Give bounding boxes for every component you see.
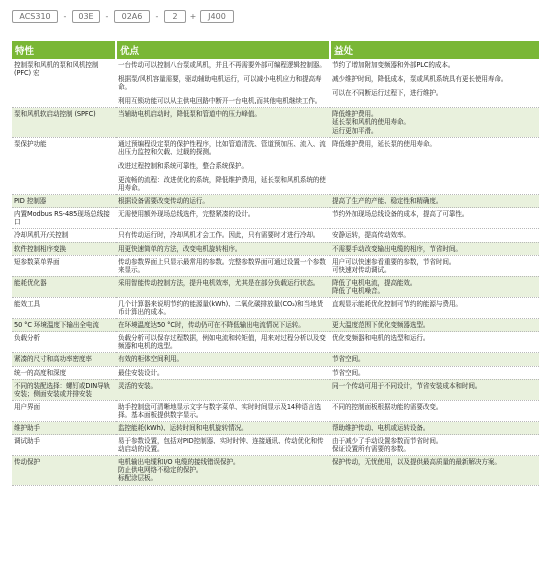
benefit-text: 降低维护费用，延长泵的使用寿命。 xyxy=(332,139,436,148)
table-row xyxy=(12,59,539,108)
benefit-text: 提高了生产的产能、稳定性和精确度。 xyxy=(332,197,443,206)
code-separator: - xyxy=(63,11,67,21)
table-row xyxy=(12,208,539,229)
benefit-text: 用户可以快速参看重要的参数，节省时间。 可快速对传动调试。 xyxy=(332,257,456,274)
code-separator: - xyxy=(105,11,109,21)
table-row xyxy=(12,276,539,297)
advantages-cell xyxy=(116,422,330,435)
benefits-cell xyxy=(330,137,539,194)
code-segment: 2 xyxy=(164,10,186,23)
advantage-text: 监控能耗(kWh)、运转时间和电机旋转情况。 xyxy=(118,424,248,432)
benefit-text: 节约了增加附加变频器和外部PLC的成本。 xyxy=(332,61,455,69)
advantage-text: 用更快速简单的方法，改变电机旋转相序。 xyxy=(118,244,242,253)
benefit-text: 帮助维护传动、电机或运转设备。 xyxy=(332,424,430,432)
table-row xyxy=(12,400,539,421)
table-row xyxy=(12,108,539,137)
header-advantages: 优点 xyxy=(116,41,330,59)
advantages-cell xyxy=(116,276,330,297)
feature-cell: 调试助手 xyxy=(12,435,116,456)
benefits-cell xyxy=(330,332,539,353)
code-segment: 03E xyxy=(72,10,100,23)
advantage-text: 几个计算器来说明节约的能源量(kWh)、二氧化碳排放量(CO₂)和当地货币计算出的成本。 xyxy=(118,299,324,317)
benefit-text: 保护传动，无忧使用，以及提供最高质量的最新解决方案。 xyxy=(332,458,501,467)
advantages-cell xyxy=(116,353,330,366)
table-header-row xyxy=(12,41,539,59)
advantage-text: 只有传动运行时，冷却风机才会工作。因此，只有需要时才进行冷却。 xyxy=(118,231,320,240)
advantages-cell xyxy=(116,108,330,137)
table-row xyxy=(12,242,539,255)
benefit-text: 降低了电机电流，提高能效。 降低了电机噪音。 xyxy=(332,278,417,295)
benefit-text: 安静运转，提高传动效率。 xyxy=(332,231,410,240)
advantage-text: 有效的柜体空间利用。 xyxy=(118,355,183,364)
feature-cell: 维护助手 xyxy=(12,422,116,435)
table-row xyxy=(12,229,539,242)
advantage-text: 在环境温度达50 °C时，传动仍可在不降低输出电流情况下运转。 xyxy=(118,321,305,330)
code-segment: J400 xyxy=(200,10,234,23)
feature-cell: 统一的高度和深度 xyxy=(12,366,116,379)
advantages-cell xyxy=(116,332,330,353)
feature-cell: 50 °C 环境温度下输出全电流 xyxy=(12,319,116,332)
type-designation-code xyxy=(12,6,234,26)
advantages-cell xyxy=(116,255,330,276)
benefits-cell xyxy=(330,422,539,435)
benefits-cell xyxy=(330,366,539,379)
advantage-text: 采用智能传动控制方法，提升电机效率，尤其是在部分负载运行状态。 xyxy=(118,278,320,287)
feature-cell: 用户界面 xyxy=(12,400,116,421)
table-row xyxy=(12,297,539,318)
benefit-text: 优化变频器和电机的选型和运行。 xyxy=(332,334,430,343)
table-row xyxy=(12,195,539,208)
advantages-cell xyxy=(116,229,330,242)
benefits-cell xyxy=(330,229,539,242)
benefits-cell xyxy=(330,435,539,456)
advantages-cell xyxy=(116,366,330,379)
advantages-cell xyxy=(116,137,330,194)
code-separator: - xyxy=(155,11,159,21)
table-row xyxy=(12,137,539,194)
benefits-cell xyxy=(330,379,539,400)
table-row xyxy=(12,332,539,353)
benefits-cell xyxy=(330,242,539,255)
advantage-text: 当辅助电机启动时，降低泵和管道中的压力峰值。 xyxy=(118,110,261,119)
benefit-text: 减少维护时间，降低成本，泵或风机系统具有更长使用寿命。 xyxy=(332,75,508,84)
benefit-text: 不同的控制面板根据功能的需要改变。 xyxy=(332,402,443,411)
feature-cell: PID 控制器 xyxy=(12,195,116,208)
advantage-text: 根据设备需要改变传动的运行。 xyxy=(118,197,209,206)
advantages-cell xyxy=(116,195,330,208)
table-row xyxy=(12,319,539,332)
benefits-cell xyxy=(330,195,539,208)
advantages-cell xyxy=(116,400,330,421)
feature-cell: 内置Modbus RS-485现场总线接口 xyxy=(12,208,116,229)
benefits-cell xyxy=(330,456,539,485)
benefits-cell xyxy=(330,59,539,108)
advantage-text: 负载分析可以保存过程数据，例如电流和转矩值，用来对过程分析以及变频器和电机的选型。 xyxy=(118,334,326,351)
feature-cell: 能效工具 xyxy=(12,297,116,318)
code-segment: 02A6 xyxy=(114,10,150,23)
benefit-text: 节省空间。 xyxy=(332,368,365,377)
feature-cell: 短参数菜单界面 xyxy=(12,255,116,276)
benefit-text: 降低维护费用。 延长泵和风机的使用寿命。 运行更加平滑。 xyxy=(332,110,410,135)
advantage-text: 易于参数设置，包括对PID控制器、实时时钟、连接通讯、传动优化和传动启动的设置。 xyxy=(118,437,324,454)
benefits-cell xyxy=(330,276,539,297)
feature-cell: 负载分析 xyxy=(12,332,116,353)
feature-cell: 不同的装配选择：螺钉或DIN导轨安装；侧面安装或并排安装 xyxy=(12,379,116,400)
code-separator: + xyxy=(189,11,197,21)
benefits-cell xyxy=(330,208,539,229)
table-row xyxy=(12,255,539,276)
benefit-text: 不需要手动改变输出电缆的相序，节省时间。 xyxy=(332,244,462,253)
benefits-cell xyxy=(330,353,539,366)
advantage-text: 助手控制盘可清晰地显示文字与数字菜单、实时时间显示及14种语言选择。基本面板提供数字显示。 xyxy=(118,402,322,419)
benefits-cell xyxy=(330,297,539,318)
advantage-text: 最佳安装设计。 xyxy=(118,368,164,377)
feature-cell: 泵保护功能 xyxy=(12,137,116,194)
feature-cell: 传动保护 xyxy=(12,456,116,485)
advantages-cell xyxy=(116,208,330,229)
advantage-text: 灵活的安装。 xyxy=(118,381,157,390)
feature-cell: 控制泵和风机的泵和风机控制(PFC) 宏 xyxy=(12,59,116,108)
advantages-cell xyxy=(116,319,330,332)
header-benefits: 益处 xyxy=(330,41,539,59)
benefits-cell xyxy=(330,400,539,421)
table-row xyxy=(12,366,539,379)
advantage-text: 无需使用额外现场总线选件，完整紧凑的设计。 xyxy=(118,210,255,219)
feature-cell: 软件控制相序变换 xyxy=(12,242,116,255)
code-segment: ACS310 xyxy=(12,10,58,23)
feature-cell: 紧凑的尺寸和高功率密度率 xyxy=(12,353,116,366)
benefits-cell xyxy=(330,255,539,276)
benefits-cell xyxy=(330,319,539,332)
table-row xyxy=(12,422,539,435)
advantages-cell xyxy=(116,379,330,400)
advantage-text: 根据泵/风机容量需要，驱动辅助电机运行，可以减小电机应力和提高寿命。 xyxy=(118,75,322,92)
advantages-cell xyxy=(116,435,330,456)
advantage-text: 改进过程控制和系统可靠性，整合系统保护。 xyxy=(118,161,248,170)
table-row xyxy=(12,456,539,485)
advantages-cell xyxy=(116,297,330,318)
advantage-text: 通过预编程设定泵的保护性程序，比如管道清洗、管道预加压、流入、流出压力监控和欠载、过载的探测。 xyxy=(118,139,326,156)
benefit-text: 同一个传动可用于不同设计，节省安装成本和时间。 xyxy=(332,381,482,390)
table-row xyxy=(12,353,539,366)
advantage-text: 传动参数界面上只显示最常用的参数。完整参数界面可通过设置一个参数来显示。 xyxy=(118,257,326,274)
feature-cell: 能耗优化器 xyxy=(12,276,116,297)
advantage-text: 一台传动可以控制八台泵或风机，并且不再需要外部可编程逻辑控制器。 xyxy=(118,61,326,69)
feature-cell: 冷却风机开/关控制 xyxy=(12,229,116,242)
feature-cell: 泵和风机软启动控制 (SPFC) xyxy=(12,108,116,137)
table-row xyxy=(12,435,539,456)
table-row xyxy=(12,379,539,400)
advantage-text: 电机输出电缆和I/O 电缆的接线错误保护。 防止供电网络不稳定的保护。 标配涂层板。 xyxy=(118,458,240,483)
benefit-text: 节省空间。 xyxy=(332,355,365,364)
benefit-text: 更大温度范围下优化变频器选型。 xyxy=(332,321,430,330)
benefit-text: 由于减少了手动设置参数而节省时间。 保证设置所有需要的参数。 xyxy=(332,437,443,454)
advantage-text: 更流畅的流程：改进优化的系统，降低维护费用，延长泵和风机系统的使用寿命。 xyxy=(118,175,326,193)
benefit-text: 可以在不同断运行过程下，进行维护。 xyxy=(332,89,443,98)
advantages-cell xyxy=(116,242,330,255)
advantages-cell xyxy=(116,59,330,108)
benefits-cell xyxy=(330,108,539,137)
advantages-cell xyxy=(116,456,330,485)
benefit-text: 节约外加现场总线设备的成本，提高了可靠性。 xyxy=(332,210,469,219)
header-feature: 特性 xyxy=(12,41,116,59)
features-table xyxy=(12,41,539,486)
benefit-text: 直观显示能耗优化控制可节约的能源与费用。 xyxy=(332,299,462,308)
advantage-text: 利用互锁功能可以从主供电回路中断开一台电机,而其他电机继续工作。 xyxy=(118,97,322,106)
